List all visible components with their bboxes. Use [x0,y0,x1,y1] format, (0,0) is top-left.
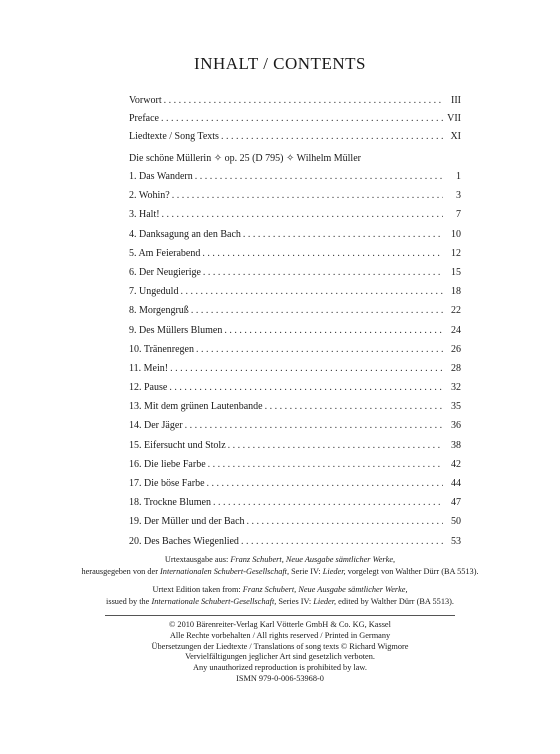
toc-entry-page: 42 [451,458,461,470]
toc-entry-label: 18. Trockne Blumen [129,497,211,509]
leader-dots [265,397,443,416]
toc-entry-page: 24 [451,324,461,336]
leader-dots [180,282,443,301]
toc-entry [129,282,461,301]
toc-entry [129,186,461,205]
toc-entry [129,532,461,551]
copyright-line: © 2010 Bärenreiter-Verlag Karl Vötterle GmbH & Co. KG, Kassel [169,620,391,629]
edition-text: Urtext Edition taken from: [152,585,243,594]
leader-dots [224,321,443,340]
leader-dots [172,186,443,205]
cycle-heading: Die schöne Müllerin ✧ op. 25 (D 795) ✧ Wilhelm Müller [129,153,361,164]
toc-entry-page: 18 [451,286,461,298]
toc-entry [129,263,461,282]
toc-entry-page: 32 [451,382,461,394]
toc-entry-label: 3. Halt! [129,209,160,221]
edition-text-italic: Lieder, [313,596,337,606]
leader-dots [170,359,443,378]
leader-dots [196,340,443,359]
toc-entry-page: 36 [451,420,461,432]
edition-text: Series IV: [276,596,314,606]
toc-entry-label: 14. Der Jäger [129,420,183,432]
toc-entry [129,128,461,146]
leader-dots [207,474,443,493]
toc-entry [129,340,461,359]
edition-note-line [0,554,560,566]
toc-entry-label: 11. Mein! [129,362,169,374]
toc-entry [129,110,461,128]
toc-entry [129,512,461,531]
toc-entry-page: 26 [451,343,461,355]
toc-entry-page: III [451,95,461,106]
leader-dots [228,436,443,455]
toc-entry-page: 10 [451,228,461,240]
toc-entry-page: 7 [456,209,461,221]
edition-text-italic: Lieder, [322,566,346,576]
toc-entry-label: 5. Am Feierabend [129,247,201,259]
copyright-block [0,620,560,685]
toc-entry [129,436,461,455]
toc-entry-page: 38 [451,439,461,451]
edition-text-italic: Franz Schubert, Neue Ausgabe sämtlicher Werke, [242,585,408,594]
toc-entry [129,167,461,186]
leader-dots [213,493,443,512]
copyright-line: Übersetzungen der Liedtexte / Translations of song texts © Richard Wigmore [151,641,409,651]
leader-dots [162,205,443,224]
leader-dots [195,167,443,186]
edition-note-line [0,584,560,596]
toc-entry-label: 4. Danksagung an den Bach [129,228,241,240]
toc-entry-page: 3 [456,190,461,202]
toc-entry-label: Liedtexte / Song Texts [129,131,219,142]
leader-dots [164,92,443,110]
toc-entry-page: 47 [451,497,461,509]
edition-text: Serie IV: [289,566,323,576]
toc-entry [129,225,461,244]
leader-dots [241,532,443,551]
leader-dots [243,225,443,244]
copyright-line: ISMN 979-0-006-53968-0 [236,673,324,683]
toc-entry-label: 19. Der Müller und der Bach [129,516,245,528]
edition-note-line [0,566,560,578]
edition-note-german [0,554,560,577]
leader-dots [191,301,443,320]
edition-text: edited by Walther Dürr (BA 5513). [336,596,454,606]
toc-entry-label: 16. Die liebe Farbe [129,458,206,470]
edition-text-italic: Internationale Schubert-Gesellschaft, [151,596,277,606]
toc-entry-page: 35 [451,401,461,413]
toc-entry-page: VII [447,113,461,124]
edition-text: vorgelegt von Walther Dürr (BA 5513). [345,566,479,576]
toc-entry [129,455,461,474]
toc-entry [129,416,461,435]
toc-entry-label: 8. Morgengruß [129,305,189,317]
leader-dots [169,378,443,397]
toc-entry [129,205,461,224]
leader-dots [247,512,443,531]
toc-entry [129,92,461,110]
leader-dots [203,263,443,282]
toc-entry-label: 15. Eifersucht und Stolz [129,439,226,451]
toc-entry [129,397,461,416]
toc-entry [129,301,461,320]
leader-dots [208,455,443,474]
leader-dots [202,244,443,263]
copyright-line: Alle Rechte vorbehalten / All rights reserved / Printed in Germany [169,630,391,640]
toc-entry-label: 10. Tränenregen [129,343,194,355]
front-matter-list [129,92,461,146]
toc-entry-label: 2. Wohin? [129,190,170,202]
leader-dots [221,128,443,146]
toc-entry [129,493,461,512]
toc-entry-page: 53 [451,535,461,547]
leader-dots [161,110,443,128]
edition-text: herausgegeben von der [81,566,161,576]
toc-entry-page: 1 [456,171,461,182]
toc-entry-page: 15 [451,266,461,278]
toc-entry [129,378,461,397]
toc-entry-label: 20. Des Baches Wiegenlied [129,535,239,547]
edition-text: issued by the [106,596,152,606]
toc-entry-label: Preface [129,113,159,124]
toc-entry [129,244,461,263]
toc-entry [129,474,461,493]
toc-entry-label: 17. Die böse Farbe [129,478,205,489]
edition-text-italic: Internationalen Schubert-Gesellschaft, [160,566,290,576]
page-title: INHALT / CONTENTS [194,54,366,73]
edition-note-english [0,584,560,607]
toc-entry [129,321,461,340]
toc-entry-page: XI [450,131,461,142]
copyright-line: Any unauthorized reproduction is prohibited by law. [193,663,367,673]
leader-dots [185,416,443,435]
toc-entry-page: 22 [451,305,461,317]
edition-text-italic: Franz Schubert, Neue Ausgabe sämtlicher Werke, [230,555,396,564]
toc-entry-label: 9. Des Müllers Blumen [129,324,223,336]
toc-entry-label: 7. Ungeduld [129,286,179,298]
toc-entry [129,359,461,378]
toc-entry-label: 13. Mit dem grünen Lautenbande [129,401,263,413]
song-list [129,167,461,551]
toc-entry-page: 44 [451,478,461,489]
toc-entry-page: 28 [451,362,461,374]
toc-entry-page: 50 [451,516,461,528]
toc-entry-label: 1. Das Wandern [129,171,193,182]
divider-rule [105,615,455,616]
edition-text: Urtextausgabe aus: [164,555,231,564]
toc-entry-label: 12. Pause [129,382,168,394]
edition-note-line [0,596,560,608]
toc-entry-label: Vorwort [129,95,162,106]
toc-entry-page: 12 [451,247,461,259]
toc-entry-label: 6. Der Neugierige [129,266,201,278]
copyright-line: Vervielfältigungen jeglicher Art sind gesetzlich verboten. [185,652,375,662]
